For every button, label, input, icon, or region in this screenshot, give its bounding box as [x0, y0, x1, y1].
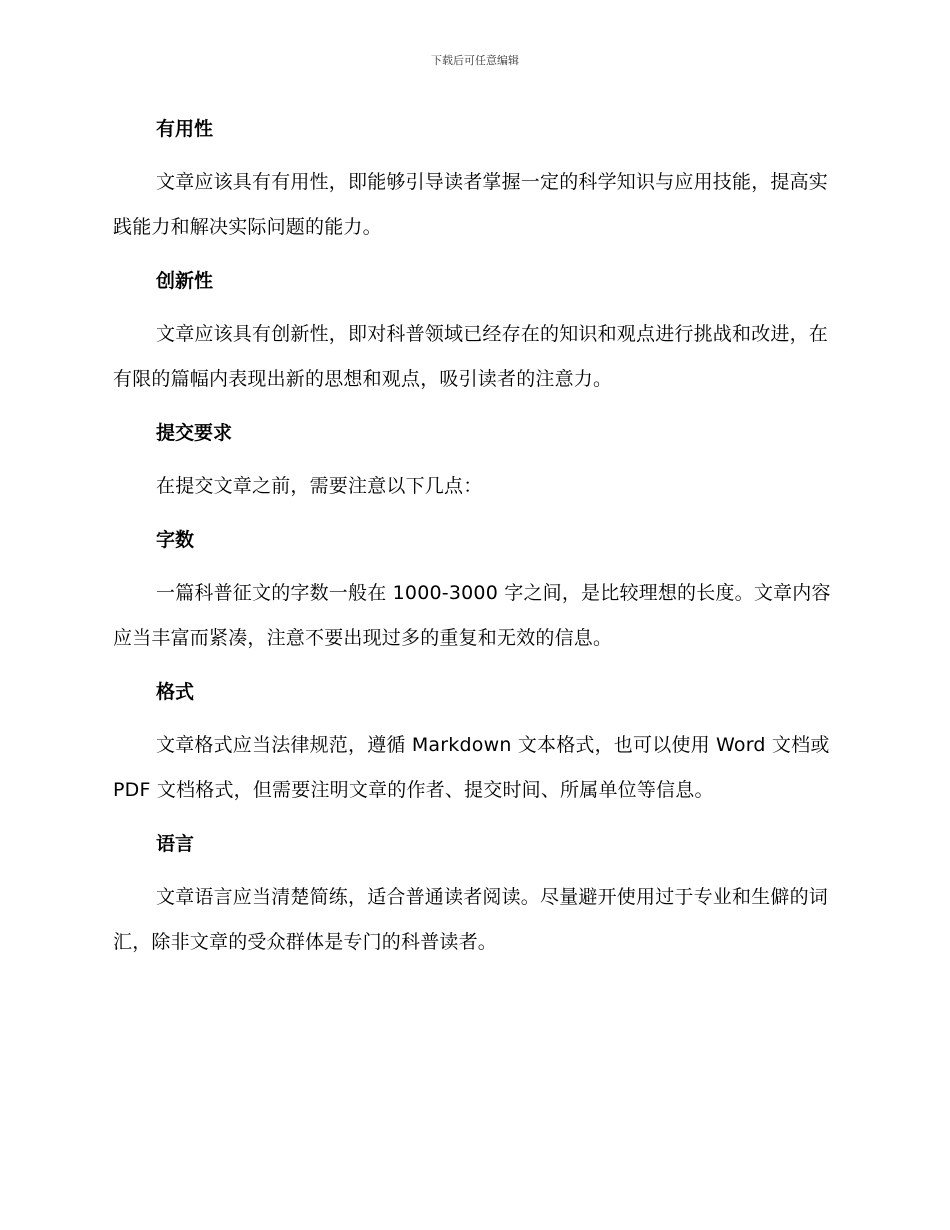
section-heading-language: 语言 — [156, 833, 195, 855]
section-paragraph-submission: 在提交文章之前，需要注意以下几点： — [156, 475, 483, 497]
section-paragraph-usefulness: 文章应该具有有用性，即能够引导读者掌握一定的科学知识与应用技能，提高实践能力和解决实际问题的能力。 — [113, 171, 829, 238]
section-paragraph-language: 文章语言应当清楚简练，适合普通读者阅读。尽量避开使用过于专业和生僻的词汇，除非文章的受众群体是专门的科普读者。 — [113, 886, 829, 953]
section-heading-format: 格式 — [156, 681, 195, 703]
section-heading-word-count: 字数 — [156, 529, 195, 551]
section-paragraph-format: 文章格式应当法律规范，遵循 Markdown 文本格式，也可以使用 Word 文档或 PDF 文档格式，但需要注明文章的作者、提交时间、所属单位等信息。 — [113, 734, 830, 801]
section-heading-submission: 提交要求 — [156, 422, 233, 444]
section-heading-innovation: 创新性 — [156, 270, 214, 292]
section-heading-usefulness: 有用性 — [156, 118, 214, 140]
page-header-note: 下载后可任意编辑 — [431, 54, 519, 67]
document-body — [113, 112, 841, 965]
section-paragraph-word-count: 一篇科普征文的字数一般在 1000-3000 字之间，是比较理想的长度。文章内容应当丰富而紧凑，注意不要出现过多的重复和无效的信息。 — [113, 582, 831, 649]
section-paragraph-innovation: 文章应该具有创新性，即对科普领域已经存在的知识和观点进行挑战和改进，在有限的篇幅内表现出新的思想和观点，吸引读者的注意力。 — [113, 323, 829, 390]
